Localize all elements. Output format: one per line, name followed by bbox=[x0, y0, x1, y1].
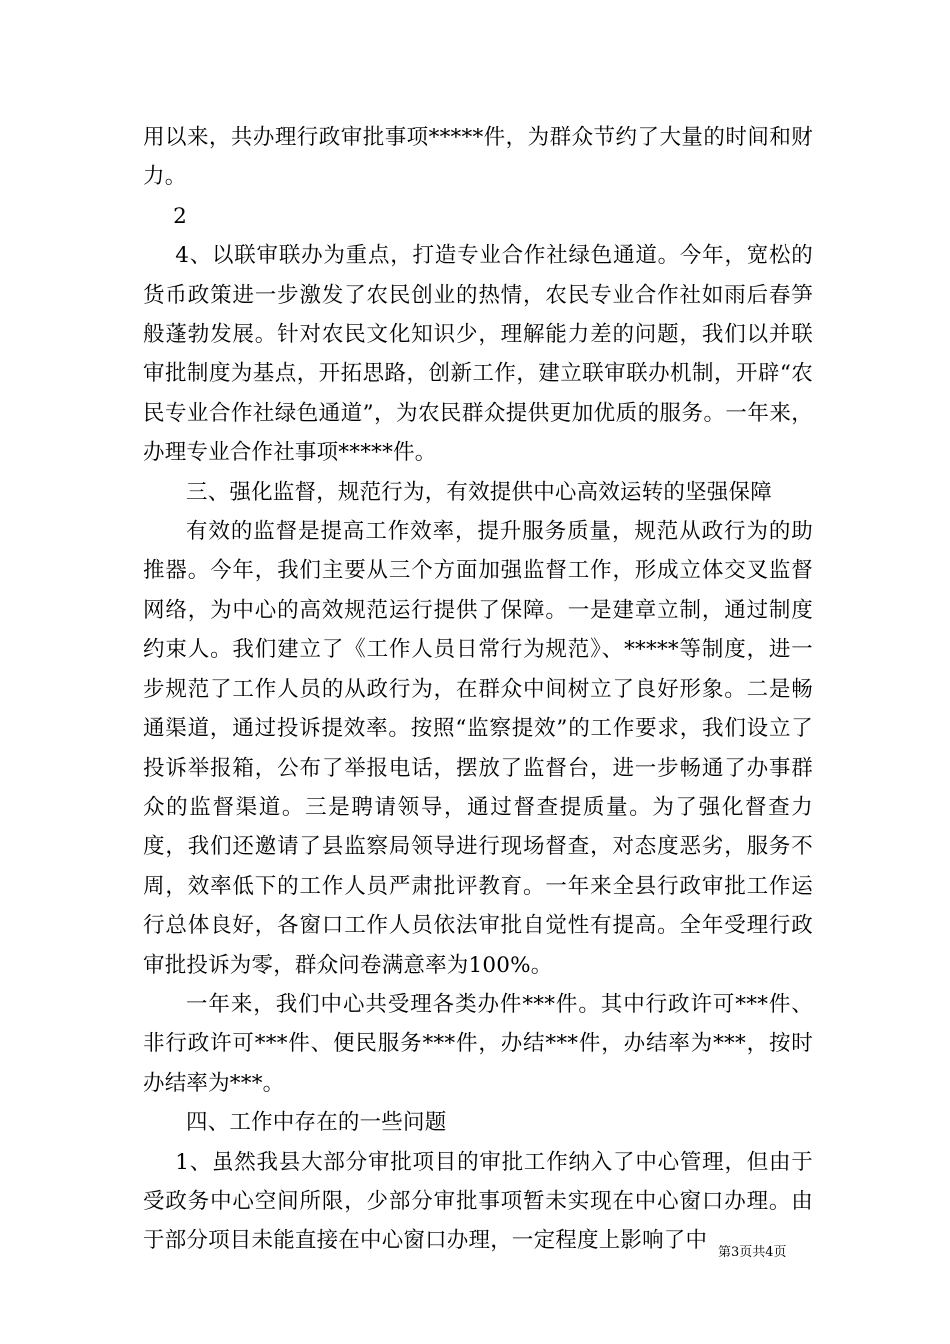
inline-page-number: 2 bbox=[173, 203, 187, 229]
section-heading-4: 四、工作中存在的一些问题 bbox=[186, 1110, 447, 1136]
paragraph-item-4: 4、以联审联办为重点，打造专业合作社绿色通道。今年，宽松的货币政策进一步激发了农民创业的热情，农民专业合作社如雨后春笋般蓬勃发展。针对农民文化知识少，理解能力差的问题，我们以并联审批制度为基点，开拓思路，创新工作，建立联审联办机制，开辟“农民专业合作社绿色通道”，为农民群众提供更加优质的服务。一年来，办理专业合作社事项*****件。 bbox=[143, 243, 813, 466]
document-body bbox=[143, 118, 813, 1261]
paragraph-yearly-summary: 一年来，我们中心共受理各类办件***件。其中行政许可***件、非行政许可***件、便民服务***件，办结***件，办结率为***，按时办结率为***。 bbox=[143, 991, 813, 1096]
paragraph-item-1: 1、虽然我县大部分审批项目的审批工作纳入了中心管理，但由于受政务中心空间所限，少部分审批事项暂未实现在中心窗口办理。由于部分项目未能直接在中心窗口办理，一定程度上影响了中 bbox=[143, 1149, 813, 1254]
section-heading-3: 三、强化监督，规范行为，有效提供中心高效运转的坚强保障 bbox=[186, 479, 772, 505]
page-indicator: 第3页共4页 bbox=[718, 1245, 787, 1260]
paragraph-continuation: 用以来，共办理行政审批事项*****件，为群众节约了大量的时间和财力。 bbox=[143, 125, 813, 190]
paragraph-supervision: 有效的监督是提高工作效率，提升服务质量，规范从政行为的助推器。今年，我们主要从三个方面加强监督工作，形成立体交叉监督网络，为中心的高效规范运行提供了保障。一是建章立制，通过制度约束人。我们建立了《工作人员日常行为规范》、*****等制度，进一步规范了工作人员的从政行为，在群众中间树立了良好形象。二是畅通渠道，通过投诉提效率。按照“监察提效”的工作要求，我们设立了投诉举报箱，公布了举报电话，摆放了监督台，进一步畅通了办事群众的监督渠道。三是聘请领导，通过督查提质量。为了强化督查力度，我们还邀请了县监察局领导进行现场督查，对态度恶劣，服务不周，效率低下的工作人员严肃批评教育。一年来全县行政审批工作运行总体良好，各窗口工作人员依法审批自觉性有提高。全年受理行政审批投诉为零，群众问卷满意率为100%。 bbox=[143, 519, 813, 978]
page-footer bbox=[718, 1245, 787, 1261]
